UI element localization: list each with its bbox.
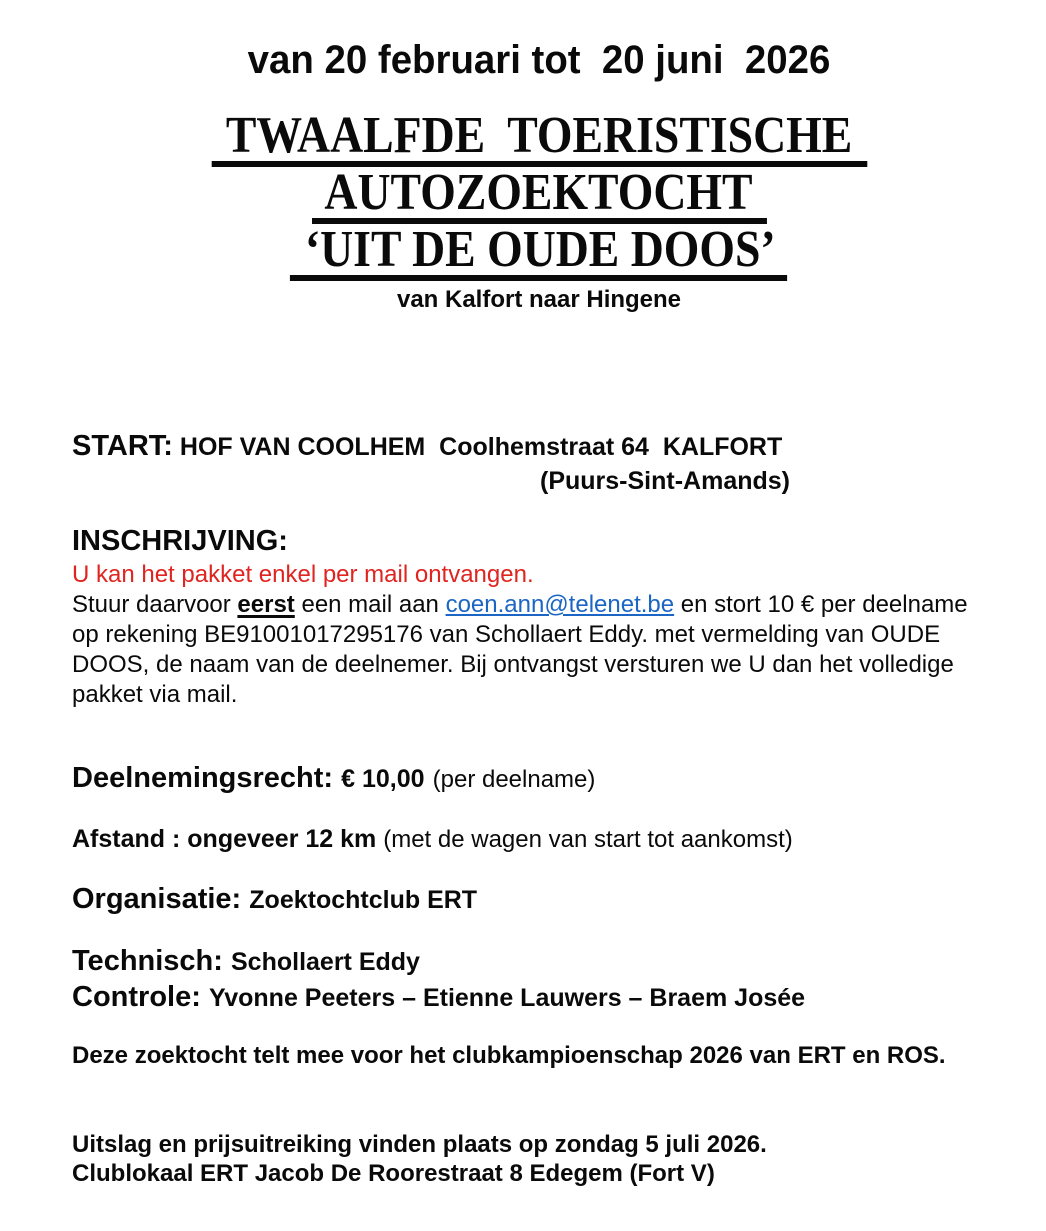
event-title-line-2-text: AUTOZOEKTOCHT bbox=[312, 169, 767, 224]
start-line bbox=[72, 430, 1006, 464]
event-title bbox=[72, 107, 1006, 283]
results-date-line: Uitslag en prijsuitreiking vinden plaats op zondag 5 juli 2026. bbox=[72, 1131, 767, 1158]
event-title-line-3 bbox=[72, 221, 1006, 283]
distance-label: Afstand : ongeveer 12 km bbox=[72, 825, 377, 853]
event-title-line-1 bbox=[72, 107, 1006, 169]
fee-label: Deelnemingsrecht: bbox=[72, 762, 334, 794]
fee-line bbox=[72, 760, 1006, 798]
fee-note: (per deelname) bbox=[432, 766, 596, 793]
inschrijving-heading: INSCHRIJVING: bbox=[72, 525, 288, 557]
control-line bbox=[72, 980, 1006, 1016]
results-block bbox=[72, 1130, 1006, 1188]
emphasis-eerst: eerst bbox=[237, 591, 295, 618]
organisation-value: Zoektochtclub ERT bbox=[249, 886, 478, 914]
start-section bbox=[72, 430, 1006, 495]
control-value: Yvonne Peeters – Etienne Lauwers – Braem Josée bbox=[208, 984, 806, 1012]
technical-label: Technisch: bbox=[72, 945, 223, 977]
registration-paragraph bbox=[72, 590, 1006, 710]
email-link[interactable]: coen.ann@telenet.be bbox=[445, 591, 675, 618]
distance-line bbox=[72, 824, 1006, 855]
start-venue: HOF VAN COOLHEM Coolhemstraat 64 KALFORT bbox=[172, 433, 783, 461]
registration-line-3: DOOS, de naam van de deelnemer. Bij ontvangst versturen we U dan het volledige bbox=[72, 651, 954, 678]
route-subtitle: van Kalfort naar Hingene bbox=[396, 286, 682, 313]
registration-text-pre: Stuur daarvoor bbox=[72, 591, 238, 618]
distance-note: (met de wagen van start tot aankomst) bbox=[383, 826, 793, 853]
start-label: START: bbox=[72, 430, 173, 462]
registration-line-2: op rekening BE91001017295176 van Schollaert Eddy. met vermelding van OUDE bbox=[72, 621, 941, 648]
results-venue-line: Clublokaal ERT Jacob De Roorestraat 8 Edegem (Fort V) bbox=[72, 1160, 715, 1187]
control-label: Controle: bbox=[72, 981, 201, 1013]
technical-line bbox=[72, 944, 1006, 980]
date-range-line: van 20 februari tot 20 juni 2026 bbox=[247, 38, 831, 82]
start-municipality: (Puurs-Sint-Amands) bbox=[540, 467, 790, 495]
event-title-line-3-text: ‘UIT DE OUDE DOOS’ bbox=[290, 226, 787, 281]
registration-text-mid: een mail aan bbox=[294, 591, 446, 618]
event-title-line-1-text: TWAALFDE TOERISTISCHE bbox=[211, 112, 867, 167]
organisation-line bbox=[72, 881, 1006, 918]
registration-line-4: pakket via mail. bbox=[72, 681, 238, 708]
registration-text-post: en stort 10 € per deelname bbox=[674, 591, 968, 618]
mail-only-notice: U kan het pakket enkel per mail ontvangen. bbox=[72, 561, 534, 588]
event-title-line-2 bbox=[72, 164, 1006, 226]
technical-value: Schollaert Eddy bbox=[231, 948, 420, 976]
fee-amount: € 10,00 bbox=[341, 765, 425, 793]
organisation-label: Organisatie: bbox=[72, 883, 242, 915]
championship-note: Deze zoektocht telt mee voor het clubkampioenschap 2026 van ERT en ROS. bbox=[72, 1042, 946, 1069]
